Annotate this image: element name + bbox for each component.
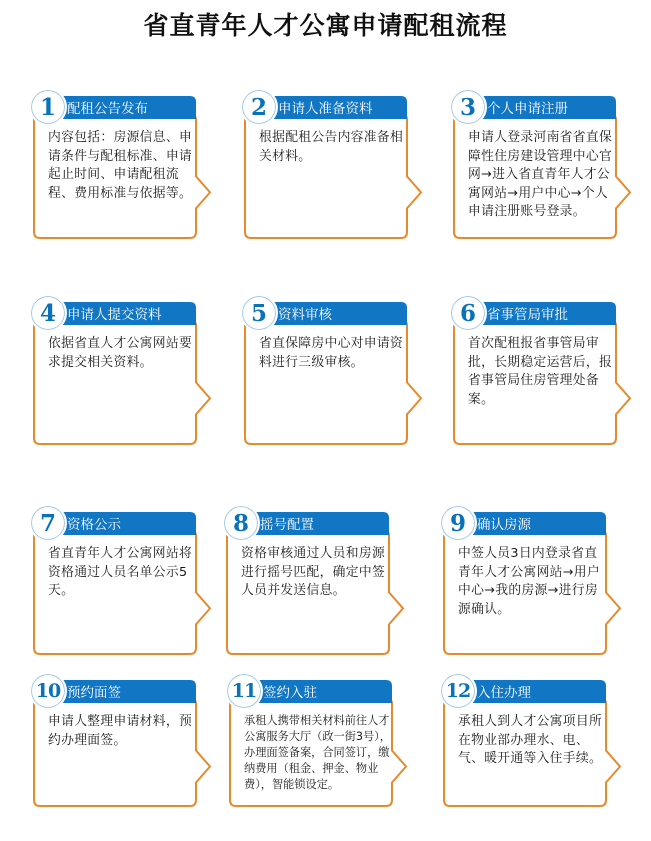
step-body-5: 省直保障房中心对申请资料进行三级审核。 bbox=[259, 336, 404, 370]
step-number-5: 5 bbox=[240, 294, 278, 332]
step-title-4: 申请人提交资料 bbox=[67, 307, 162, 323]
step-body-3: 申请人登录河南省省直保障性住房建设管理中心官网→进入省直青年人才公寓网站→用户中心→个人申请注册账号登录。 bbox=[468, 130, 613, 219]
step-body-12: 承租人到人才公寓项目所在物业部办理水、电、气、暖开通等入住手续。 bbox=[458, 714, 603, 766]
step-card-7 bbox=[34, 508, 219, 673]
step-card-1 bbox=[34, 92, 219, 257]
step-card-2 bbox=[245, 92, 430, 257]
step-title-11: 签约入驻 bbox=[263, 685, 317, 701]
step-card-10 bbox=[34, 676, 219, 841]
step-number-7: 7 bbox=[29, 504, 67, 542]
step-card-4 bbox=[34, 298, 219, 463]
step-body-11: 承租人携带相关材料前往人才公寓服务大厅（政一街3号），办理面签备案，合同签订，缴纳费用（租金、押金、物业费），智能锁设定。 bbox=[244, 714, 391, 791]
step-card-11 bbox=[230, 676, 415, 841]
step-number-6: 6 bbox=[449, 294, 487, 332]
step-title-8: 摇号配置 bbox=[260, 517, 314, 533]
step-body-7: 省直青年人才公寓网站将资格通过人员名单公示5天。 bbox=[48, 546, 193, 598]
step-card-6 bbox=[454, 298, 639, 463]
step-card-3 bbox=[454, 92, 639, 257]
step-number-12: 12 bbox=[439, 672, 477, 710]
step-title-7: 资格公示 bbox=[67, 517, 121, 533]
step-title-12: 入住办理 bbox=[477, 685, 531, 701]
step-body-10: 申请人整理申请材料，预约办理面签。 bbox=[48, 714, 193, 748]
step-number-8: 8 bbox=[222, 504, 260, 542]
step-card-5 bbox=[245, 298, 430, 463]
step-number-2: 2 bbox=[240, 88, 278, 126]
step-title-10: 预约面签 bbox=[67, 685, 121, 701]
step-title-3: 个人申请注册 bbox=[487, 101, 568, 117]
step-title-5: 资料审核 bbox=[278, 307, 332, 323]
step-card-8 bbox=[227, 508, 412, 673]
step-body-9: 中签人员3日内登录省直青年人才公寓网站→用户中心→我的房源→进行房源确认。 bbox=[458, 546, 600, 617]
step-body-8: 资格审核通过人员和房源进行摇号匹配，确定中签人员并发送信息。 bbox=[241, 546, 386, 598]
step-number-10: 10 bbox=[29, 672, 67, 710]
step-number-4: 4 bbox=[29, 294, 67, 332]
step-title-1: 配租公告发布 bbox=[67, 101, 148, 117]
step-body-2: 根据配租公告内容准备相关材料。 bbox=[259, 130, 404, 164]
step-number-1: 1 bbox=[29, 88, 67, 126]
page-title: 省直青年人才公寓申请配租流程 bbox=[143, 11, 508, 40]
step-body-6: 首次配租报省事管局审批，长期稳定运营后，报省事管局住房管理处备案。 bbox=[468, 336, 613, 407]
step-number-3: 3 bbox=[449, 88, 487, 126]
step-body-4: 依据省直人才公寓网站要求提交相关资料。 bbox=[48, 336, 193, 370]
step-number-11: 11 bbox=[225, 672, 263, 710]
step-title-2: 申请人准备资料 bbox=[278, 101, 373, 117]
step-card-9 bbox=[444, 508, 629, 673]
step-title-6: 省事管局审批 bbox=[487, 307, 568, 323]
step-title-9: 确认房源 bbox=[477, 517, 531, 533]
step-body-1: 内容包括：房源信息、申请条件与配租标准、申请起止时间、申请配租流程、费用标准与依据等。 bbox=[48, 130, 193, 201]
step-number-9: 9 bbox=[439, 504, 477, 542]
step-card-12 bbox=[444, 676, 629, 841]
